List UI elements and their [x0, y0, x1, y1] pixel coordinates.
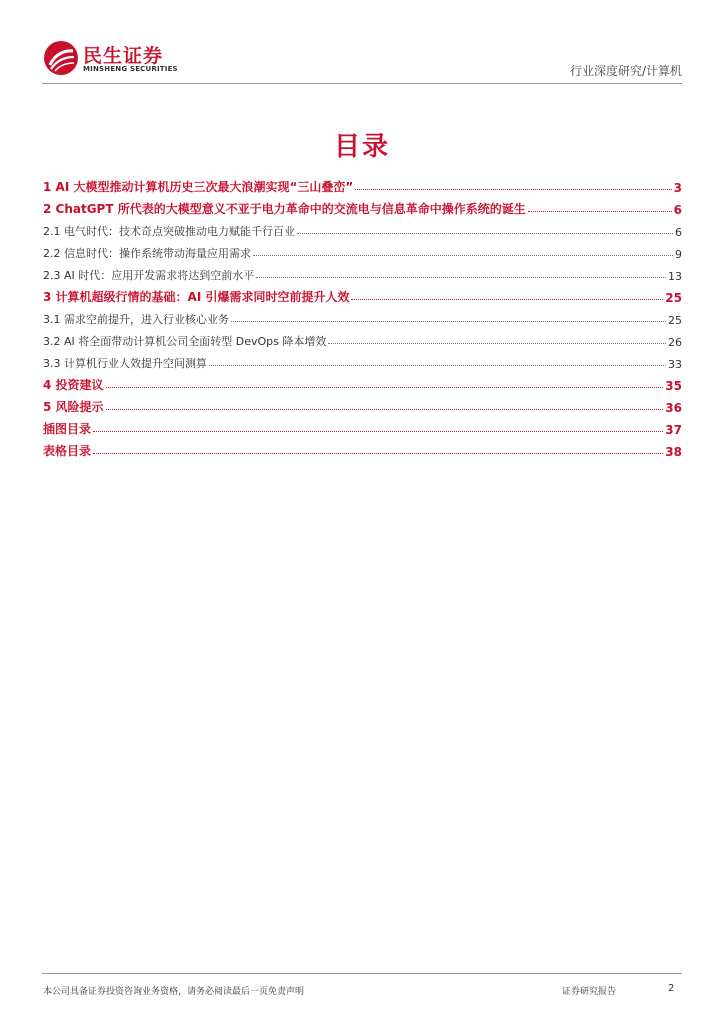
toc-entry[interactable] — [43, 217, 682, 239]
toc-entry[interactable] — [43, 173, 682, 195]
toc-entry[interactable] — [43, 283, 682, 305]
company-logo — [43, 40, 178, 76]
toc-entry-title[interactable]: 2 ChatGPT 所代表的大模型意义不亚于电力革命中的交流电与信息革命中操作系统的诞生 — [43, 202, 526, 216]
toc-entry-page[interactable]: 33 — [668, 358, 682, 371]
toc-entry[interactable] — [43, 393, 682, 415]
toc-leader-dots — [328, 343, 666, 344]
toc-leader-dots — [106, 387, 664, 388]
toc-entry-page[interactable]: 38 — [665, 445, 682, 459]
toc-leader-dots — [256, 277, 666, 278]
toc-entry-title[interactable]: 1 AI 大模型推动计算机历史三次最大浪潮实现“三山叠峦” — [43, 180, 354, 194]
footer-page-number: 2 — [668, 983, 675, 994]
toc-entry-page[interactable]: 35 — [665, 379, 682, 393]
logo-chinese-name: 民生证券 — [83, 45, 164, 67]
toc-entry-page[interactable]: 25 — [665, 291, 682, 305]
toc-entry[interactable] — [43, 239, 682, 261]
toc-entry-page[interactable]: 9 — [675, 248, 682, 261]
toc-entry-page[interactable]: 13 — [668, 270, 682, 283]
toc-entry[interactable] — [43, 371, 682, 393]
toc-leader-dots — [528, 211, 672, 212]
toc-entry-title[interactable]: 3.2 AI 将全面带动计算机公司全面转型 DevOps 降本增效 — [43, 335, 327, 348]
logo-english-name: MINSHENG SECURITIES — [83, 65, 178, 73]
toc-entry[interactable] — [43, 415, 682, 437]
toc-entry-page[interactable]: 25 — [668, 314, 682, 327]
table-of-contents — [43, 173, 682, 459]
report-category: 行业深度研究/计算机 — [569, 64, 682, 78]
toc-entry[interactable] — [43, 327, 682, 349]
toc-entry-title[interactable]: 3.1 需求空前提升，进入行业核心业务 — [43, 313, 229, 326]
header-divider — [42, 83, 682, 84]
toc-entry-title[interactable]: 3.3 计算机行业人效提升空间测算 — [43, 357, 207, 370]
toc-entry-page[interactable]: 3 — [673, 181, 682, 195]
toc-entry-title[interactable]: 插图目录 — [43, 422, 92, 436]
toc-entry[interactable] — [43, 195, 682, 217]
toc-entry-title[interactable]: 2.3 AI 时代：应用开发需求将达到空前水平 — [43, 269, 255, 282]
toc-entry[interactable] — [43, 305, 682, 327]
toc-leader-dots — [209, 365, 666, 366]
toc-entry[interactable] — [43, 437, 682, 459]
toc-entry-title[interactable]: 2.2 信息时代：操作系统带动海量应用需求 — [43, 247, 251, 260]
toc-entry-page[interactable]: 6 — [673, 203, 682, 217]
toc-entry-page[interactable]: 36 — [665, 401, 682, 415]
toc-entry-title[interactable]: 3 计算机超级行情的基础：AI 引爆需求同时空前提升人效 — [43, 290, 350, 304]
minsheng-logo-icon — [43, 40, 79, 76]
toc-leader-dots — [297, 233, 673, 234]
toc-leader-dots — [351, 299, 663, 300]
toc-entry-page[interactable]: 37 — [665, 423, 682, 437]
toc-entry-title[interactable]: 5 风险提示 — [43, 400, 104, 414]
toc-leader-dots — [253, 255, 673, 256]
toc-leader-dots — [93, 453, 663, 454]
toc-leader-dots — [231, 321, 666, 322]
page-title: 目录 — [333, 132, 390, 162]
footer-divider — [42, 973, 682, 974]
toc-entry-page[interactable]: 6 — [675, 226, 682, 239]
toc-entry-title[interactable]: 表格目录 — [43, 444, 92, 458]
toc-leader-dots — [355, 189, 671, 190]
toc-entry[interactable] — [43, 349, 682, 371]
toc-leader-dots — [106, 409, 664, 410]
toc-entry[interactable] — [43, 261, 682, 283]
toc-entry-page[interactable]: 26 — [668, 336, 682, 349]
toc-leader-dots — [93, 431, 663, 432]
footer-doc-type: 证券研究报告 — [562, 987, 617, 997]
toc-entry-title[interactable]: 2.1 电气时代：技术奇点突破推动电力赋能千行百业 — [43, 225, 295, 238]
footer-disclaimer: 本公司具备证券投资咨询业务资格，请务必阅读最后一页免责声明 — [43, 987, 305, 997]
page-header — [0, 0, 724, 86]
toc-entry-title[interactable]: 4 投资建议 — [43, 378, 104, 392]
